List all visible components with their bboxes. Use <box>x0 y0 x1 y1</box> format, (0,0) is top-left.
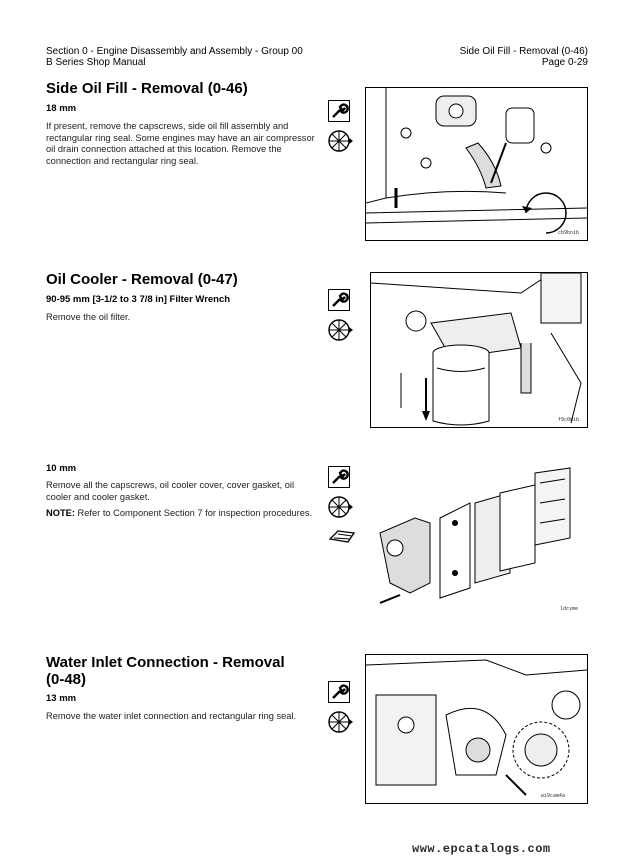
inspection-icon <box>328 527 356 545</box>
wrench-icon <box>328 466 350 488</box>
tool-size: 18 mm <box>46 103 77 114</box>
section-heading: Side Oil Fill - Removal (0-46) <box>46 80 248 97</box>
figure-caption: wi9cam4a <box>540 793 565 799</box>
instruction-text: Remove the oil filter. <box>46 312 131 322</box>
section-oil-cooler-cover <box>46 463 318 520</box>
procedure-title: Side Oil Fill - Removal (0-46) <box>459 46 588 57</box>
section-side-oil-fill <box>46 80 316 167</box>
figure-oil-cooler-cover <box>370 463 586 616</box>
section-title: Section 0 - Engine Disassembly and Assembly - Group 00 <box>46 46 303 57</box>
section-heading: Oil Cooler - Removal (0-47) <box>46 271 238 288</box>
section-water-inlet <box>46 654 321 723</box>
tool-size: 13 mm <box>46 693 77 704</box>
instruction-text: Remove all the capscrews, oil cooler cover, cover gasket, oil cooler and cooler gasket. <box>46 480 295 502</box>
figure-water-inlet <box>365 654 588 804</box>
wrench-icon <box>328 681 350 703</box>
figure-oil-cooler <box>370 272 588 428</box>
note-label: NOTE: <box>46 508 75 518</box>
header-right <box>460 46 588 68</box>
section-oil-cooler <box>46 271 321 324</box>
wrench-icon <box>328 289 350 311</box>
manual-title: B Series Shop Manual <box>46 57 146 68</box>
header-left <box>46 46 303 68</box>
wrench-icon <box>328 100 350 122</box>
tool-size: 90-95 mm [3-1/2 to 3 7/8 in] Filter Wrench <box>46 294 231 305</box>
figure-caption: cb9bnib <box>557 230 579 236</box>
instruction-text: If present, remove the capscrews, side oil fill assembly and rectangular ring seal. Some engines may have an air compressor oil drain connection attached at this location. Remove the connection and rectangular ring seal. <box>46 121 315 166</box>
note-text <box>46 508 318 520</box>
disassembly-icon <box>328 128 354 154</box>
figure-caption: f9c0mib <box>557 417 579 423</box>
note-body: Refer to Component Section 7 for inspection procedures. <box>74 508 313 518</box>
disassembly-icon <box>328 494 354 520</box>
section-heading: Water Inlet Connection - Removal <box>46 654 285 671</box>
figure-caption: ldcvme <box>559 606 578 612</box>
section-heading-ref: (0-48) <box>46 671 87 688</box>
figure-side-oil-fill <box>365 87 588 241</box>
disassembly-icon <box>328 317 354 343</box>
page-number: Page 0-29 <box>541 57 588 68</box>
tool-size: 10 mm <box>46 463 77 474</box>
disassembly-icon <box>328 709 354 735</box>
instruction-text: Remove the water inlet connection and rectangular ring seal. <box>46 711 297 721</box>
watermark: www.epcatalogs.com <box>412 842 551 856</box>
